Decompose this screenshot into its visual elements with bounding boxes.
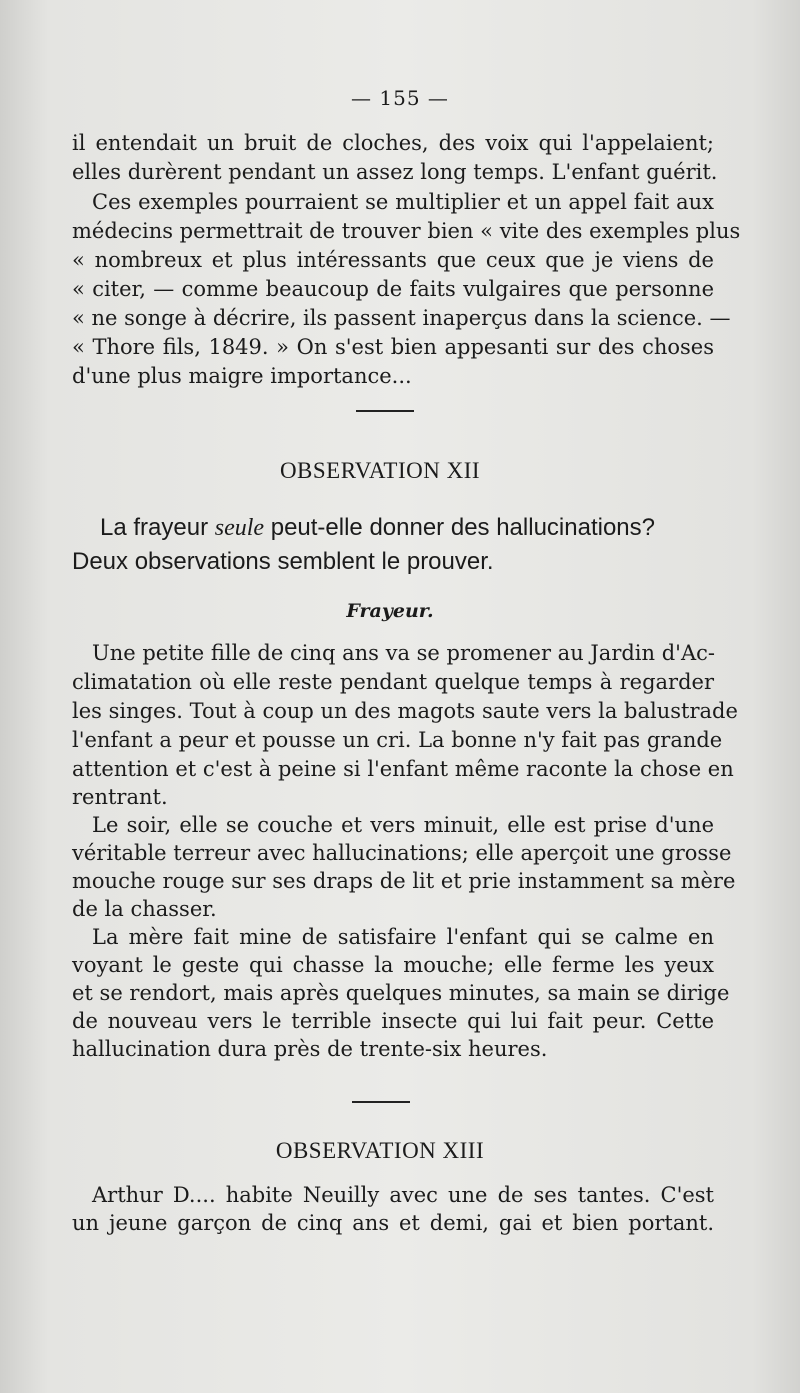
text-line: Arthur D.... habite Neuilly avec une de ses tantes. C'est [92, 1183, 714, 1207]
text-line: de la chasser. [72, 897, 217, 921]
text-line: voyant le geste qui chasse la mouche; elle ferme les yeux [72, 953, 714, 977]
page-number: — 155 — [351, 86, 449, 110]
text-line: un jeune garçon de cinq ans et demi, gai et bien portant. [72, 1211, 714, 1235]
text-line: et se rendort, mais après quelques minutes, sa main se dirige [72, 981, 730, 1005]
text-line: attention et c'est à peine si l'enfant même raconte la chose en [72, 757, 734, 781]
observation-12-title: OBSERVATION XII [279, 458, 481, 483]
text-line: « citer, — comme beaucoup de faits vulgaires que personne [72, 277, 714, 301]
question-text: peut-elle donner des hallucinations? [264, 514, 655, 541]
observation-12-question-line2: Deux observations semblent le prouver. [72, 548, 494, 575]
section-divider [356, 410, 414, 412]
text-line: les singes. Tout à coup un des magots saute vers la balustrade [72, 699, 738, 723]
question-text: La frayeur [100, 514, 215, 541]
text-line: rentrant. [72, 785, 168, 809]
text-line: Le soir, elle se couche et vers minuit, elle est prise d'une [92, 813, 714, 837]
text-line: « Thore fils, 1849. » On s'est bien appesanti sur des choses [72, 335, 714, 359]
text-line: La mère fait mine de satisfaire l'enfant qui se calme en [92, 925, 714, 949]
text-line: elles durèrent pendant un assez long temps. L'enfant guérit. [72, 160, 718, 184]
observation-13-title: OBSERVATION XIII [275, 1138, 485, 1163]
question-emphasis: seule [214, 515, 265, 541]
text-line: véritable terreur avec hallucinations; elle aperçoit une grosse [72, 841, 732, 865]
text-line: « ne songe à décrire, ils passent inaperçus dans la science. — [72, 306, 731, 330]
text-line: mouche rouge sur ses draps de lit et prie instamment sa mère [72, 869, 736, 893]
observation-12-question [100, 512, 715, 544]
observation-12-subtitle: Frayeur. [346, 600, 434, 622]
text-line: médecins permettrait de trouver bien « vite des exemples plus [72, 219, 741, 243]
text-line: Une petite fille de cinq ans va se promener au Jardin d'Ac- [92, 641, 715, 665]
text-line: hallucination dura près de trente-six heures. [72, 1037, 548, 1061]
text-line: « nombreux et plus intéressants que ceux que je viens de [72, 248, 714, 272]
text-line: de nouveau vers le terrible insecte qui lui fait peur. Cette [72, 1009, 714, 1033]
text-line: Ces exemples pourraient se multiplier et un appel fait aux [92, 190, 714, 214]
text-line: climatation où elle reste pendant quelque temps à regarder [72, 670, 714, 694]
text-line: d'une plus maigre importance... [72, 364, 412, 388]
section-divider [352, 1101, 410, 1103]
text-line: il entendait un bruit de cloches, des voix qui l'appelaient; [72, 131, 714, 155]
text-line: l'enfant a peur et pousse un cri. La bonne n'y fait pas grande [72, 728, 723, 752]
